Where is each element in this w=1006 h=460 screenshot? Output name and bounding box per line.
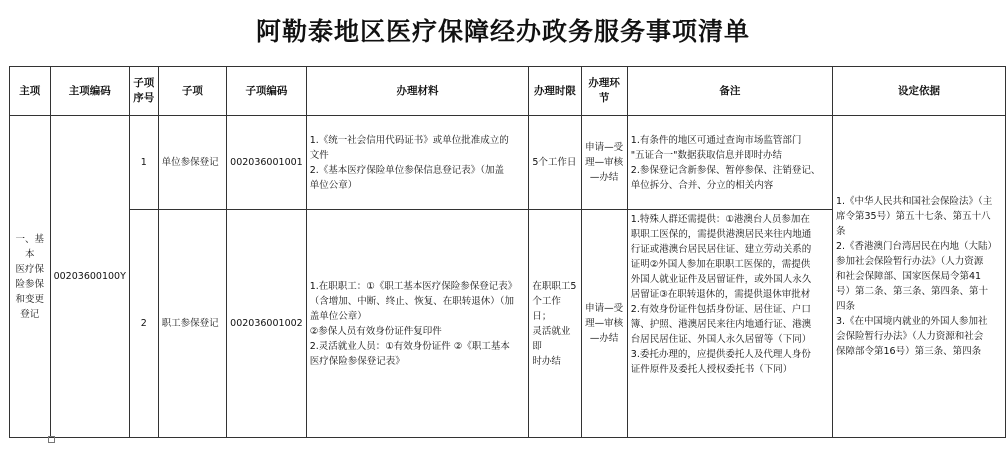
cell-resize-handle[interactable] [48,436,55,443]
page-title: 阿勒泰地区医疗保障经办政务服务事项清单 [255,17,750,46]
materials-cell: 1.在职职工：①《职工基本医疗保险参保登记表》 （含增加、中断、终止、恢复、在职转退休）（加 盖单位公章） ②参保人员有效身份证件复印件 2.灵活就业人员：①有效身份证件 ②《职工基本 医疗保险参保登记表》 [306,210,529,438]
time-limit-cell: 5个工作日 [529,116,581,210]
header-row [10,67,1006,116]
remarks-cell: 1.特殊人群还需提供：①港澳台人员参加在 职职工医保的，需提供港澳居民来往内地通 行证或港澳台居民居住证、建立劳动关系的 证明②外国人参加在职职工医保的，需提供 外国人就业证件及居留证件，或外国人永久 居留证③在职转退休的，需提供退休审批材 2.有效身份证件包括身份证、居住证、户口 簿、护照、港澳居民来往内地通行证、港澳 台居民居住证、外国人永久居留等（下同） 3.委托办理的，应提供委托人及代理人身份 证件原件及委托人授权委托书（下同） [627,210,832,438]
header-remarks: 备注 [627,67,832,116]
table-row [10,116,1006,210]
service-items-table [9,66,1006,438]
main-item-cell: 一、基本 医疗保 险参保 和变更 登记 [10,116,51,438]
header-sub-item: 子项 [158,67,227,116]
steps-cell: 申请—受 理—审核 —办结 [581,210,627,438]
time-limit-cell: 在职职工5 个工作日； 灵活就业即 时办结 [529,210,581,438]
header-main-code: 主项编码 [50,67,129,116]
sub-code-cell: 002036001001 [227,116,307,210]
basis-cell: 1.《中华人民共和国社会保险法》（主 席令第35号）第五十七条、第五十八 条 2.《香港澳门台湾居民在内地（大陆） 参加社会保险暂行办法》（人力资源 和社会保障部、国家医保局令第41 号）第二条、第三条、第四条、第十 四条 3.《在中国境内就业的外国人参加社 会保险暂行办法》（人力资源和社会 保障部令第16号）第三条、第四条 [832,116,1005,438]
sub-item-cell: 职工参保登记 [158,210,227,438]
main-code-cell: 00203600100Y [50,116,129,438]
header-materials: 办理材料 [306,67,529,116]
header-sub-code: 子项编码 [227,67,307,116]
materials-cell: 1.《统一社会信用代码证书》或单位批准成立的 文件 2.《基本医疗保险单位参保信息登记表》（加盖 单位公章） [306,116,529,210]
header-basis: 设定依据 [832,67,1005,116]
sub-seq-cell: 2 [129,210,158,438]
header-time-limit: 办理时限 [529,67,581,116]
steps-cell: 申请—受 理—审核 —办结 [581,116,627,210]
header-steps: 办理环节 [581,67,627,116]
sub-code-cell: 002036001002 [227,210,307,438]
header-main-item: 主项 [10,67,51,116]
sub-item-cell: 单位参保登记 [158,116,227,210]
sub-seq-cell: 1 [129,116,158,210]
header-sub-seq: 子项 序号 [129,67,158,116]
remarks-cell: 1.有条件的地区可通过查询市场监管部门 "五证合一"数据获取信息并即时办结 2.参保登记含新参保、暂停参保、注销登记、 单位拆分、合并、分立的相关内容 [627,116,832,210]
